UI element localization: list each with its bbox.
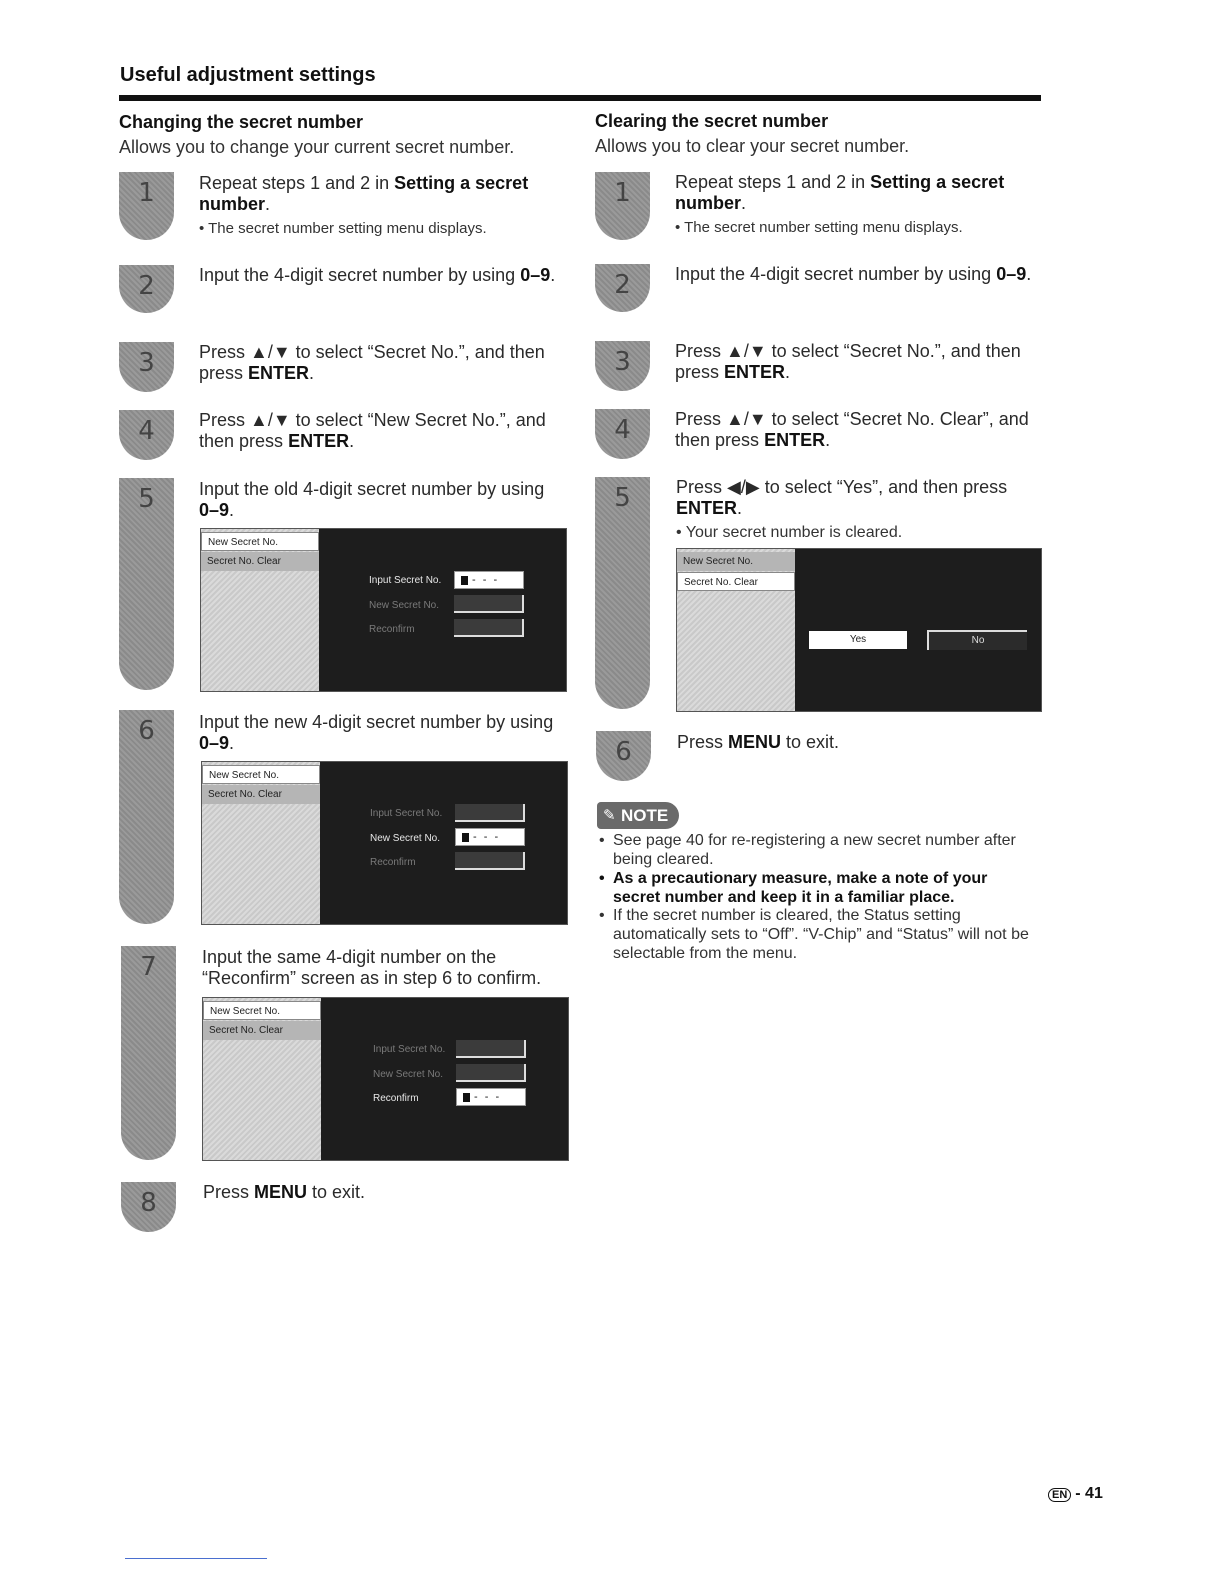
left-step-2-text: Input the 4-digit secret number by using 0–9. [199, 265, 556, 285]
left-step-1-text: Repeat steps 1 and 2 in Setting a secret number. [199, 173, 529, 214]
label-reconfirm: Reconfirm [370, 857, 416, 868]
menu-secret-clear: Secret No. Clear [202, 785, 320, 804]
field-new-secret [454, 595, 524, 613]
field-input-secret [455, 804, 525, 822]
menu-new-secret: New Secret No. [202, 765, 320, 784]
right-step-5-text: Press ◀/▶ to select “Yes”, and then press ENTER. [676, 477, 1008, 518]
left-step-4-text: Press ▲/▼ to select “New Secret No.”, and then press ENTER. [199, 410, 546, 451]
screen-input-old [200, 528, 567, 692]
section-title: Useful adjustment settings [120, 64, 376, 86]
label-input-secret: Input Secret No. [373, 1044, 446, 1055]
right-step-1-text: Repeat steps 1 and 2 in Setting a secret number. [675, 172, 1005, 213]
note-badge: ✎ NOTE [597, 802, 679, 829]
left-heading: Changing the secret number [119, 112, 364, 132]
step-badge-8: 8 [121, 1182, 176, 1232]
left-step-1-bullet: • The secret number setting menu displays. [199, 220, 487, 237]
step-badge-6: 6 [119, 710, 174, 924]
step-badge-5: 5 [119, 478, 174, 690]
field-input-secret [456, 1040, 526, 1058]
left-intro: Allows you to change your current secret number. [119, 137, 515, 157]
step-badge-7: 7 [121, 946, 176, 1160]
step-badge-1: 1 [119, 172, 174, 240]
step-badge-3: 3 [119, 342, 174, 392]
label-new-secret: New Secret No. [373, 1069, 444, 1080]
left-step-7-text: Input the same 4-digit number on the “Reconfirm” screen as in step 6 to confirm. [202, 947, 542, 988]
step-badge-2: 2 [119, 265, 174, 313]
right-step-3-text: Press ▲/▼ to select “Secret No.”, and then press ENTER. [675, 341, 1021, 382]
note-item: • See page 40 for re-registering a new secret number after being cleared. [599, 832, 1016, 868]
field-reconfirm [455, 852, 525, 870]
field-reconfirm: - - - [456, 1088, 526, 1106]
label-input-secret: Input Secret No. [370, 808, 443, 819]
right-step-4-text: Press ▲/▼ to select “Secret No. Clear”, and then press ENTER. [675, 409, 1029, 450]
right-heading: Clearing the secret number [595, 111, 829, 131]
left-step-5-text: Input the old 4-digit secret number by using 0–9. [199, 479, 545, 520]
screen-clear-confirm [676, 548, 1042, 712]
note-item: • If the secret number is cleared, the Status setting automatically sets to “Off”. “V-Chip” and “Status” will not be selectable from the menu. [599, 907, 1029, 962]
screen-reconfirm [202, 997, 569, 1161]
left-step-3-text: Press ▲/▼ to select “Secret No.”, and then press ENTER. [199, 342, 545, 383]
note-item: • As a precautionary measure, make a note of your secret number and keep it in a familiar place. [599, 870, 988, 906]
left-step-6-text: Input the new 4-digit secret number by using 0–9. [199, 712, 554, 753]
left-step-8-text: Press MENU to exit. [203, 1182, 366, 1202]
menu-secret-clear: Secret No. Clear [203, 1021, 321, 1040]
field-reconfirm [454, 619, 524, 637]
label-new-secret: New Secret No. [369, 600, 440, 611]
pencil-icon: ✎ [603, 807, 616, 824]
right-step-6-text: Press MENU to exit. [677, 732, 840, 752]
field-input-secret: - - - [454, 571, 524, 589]
step-badge-4: 4 [119, 410, 174, 460]
label-reconfirm: Reconfirm [369, 624, 415, 635]
yes-button: Yes [809, 631, 907, 649]
step-badge-1: 1 [595, 172, 650, 240]
menu-secret-clear: Secret No. Clear [677, 572, 795, 591]
right-step-1-bullet: • The secret number setting menu displays. [675, 219, 963, 236]
en-language-icon: EN [1048, 1488, 1071, 1502]
page-number: EN - 41 [1048, 1485, 1103, 1503]
step-badge-5: 5 [595, 477, 650, 709]
field-new-secret [456, 1064, 526, 1082]
title-rule [119, 95, 1041, 101]
step-badge-6: 6 [596, 731, 651, 781]
menu-new-secret: New Secret No. [203, 1001, 321, 1020]
label-reconfirm: Reconfirm [373, 1093, 419, 1104]
step-badge-3: 3 [595, 341, 650, 391]
no-button: No [927, 630, 1027, 650]
footer-line [125, 1558, 267, 1559]
step-badge-4: 4 [595, 409, 650, 459]
right-intro: Allows you to clear your secret number. [595, 136, 910, 156]
menu-secret-clear: Secret No. Clear [201, 552, 319, 571]
right-step-2-text: Input the 4-digit secret number by using 0–9. [675, 264, 1032, 284]
menu-new-secret: New Secret No. [201, 532, 319, 551]
label-input-secret: Input Secret No. [369, 575, 442, 586]
field-new-secret: - - - [455, 828, 525, 846]
label-new-secret: New Secret No. [370, 833, 441, 844]
right-step-5-bullet: • Your secret number is cleared. [676, 524, 903, 541]
screen-input-new [201, 761, 568, 925]
menu-new-secret: New Secret No. [677, 552, 795, 571]
step-badge-2: 2 [595, 264, 650, 312]
